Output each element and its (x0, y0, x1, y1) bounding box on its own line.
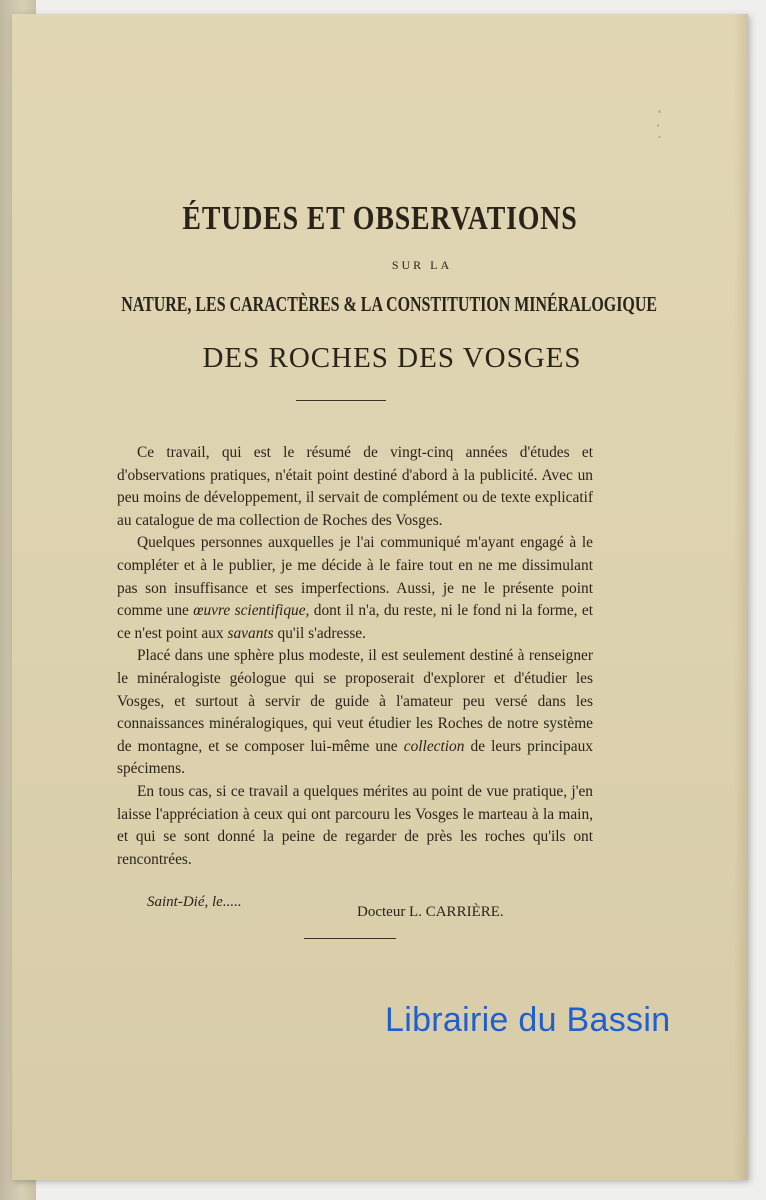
title-line-4: DES ROCHES DES VOSGES (202, 342, 582, 374)
paragraph-3-text: Placé dans une sphère plus modeste, il est seulement destiné à renseigner le minéralogiste géologue qui se proposerait d'explorer et d'étudier les Vosges, et surtout à servir de guide à l'amateur peu versé dans les connaissances minéralogiques, qui veut étudier les Roches de notre système de montagne, et se composer lui-même une (117, 647, 593, 755)
paragraph-3 (117, 645, 593, 781)
preface-text (117, 442, 593, 871)
title-line-3: NATURE, LES CARACTÈRES & LA CONSTITUTION MINÉRALOGIQUE (121, 292, 658, 316)
paragraph-2-emphasis: œuvre scientifique, (193, 602, 310, 620)
paragraph-4: En tous cas, si ce travail a quelques mérites au point de vue pratique, j'en laisse l'appréciation à ceux qui ont parcouru les Vosges le marteau à la main, et qui se sont donné la peine de regarder de près les roches qu'ils ont rencontrées. (117, 782, 593, 868)
title-divider (296, 400, 386, 401)
paragraph-2 (117, 532, 593, 645)
paragraph-2-text: qu'il s'adresse. (273, 624, 366, 642)
foxing-spot (657, 124, 659, 127)
paragraph-3-text: de leurs principaux spécimens. (117, 737, 593, 778)
signature-name: Docteur L. CARRIÈRE. (357, 904, 504, 920)
title-line-1: ÉTUDES ET OBSERVATIONS (182, 200, 578, 237)
paragraph-3-emphasis: collection (403, 737, 465, 755)
paragraph-2-text: Quelques personnes auxquelles je l'ai communiqué m'ayant engagé à le compléter et à le publier, je me décide à le faire tout en ne me dissimulant pas son insuffisance et ses imperfections. Aussi, je ne le présente point comme une (117, 534, 593, 620)
page-shadow (734, 14, 748, 1180)
foxing-spot (658, 136, 661, 138)
watermark-text: Librairie du Bassin (385, 1001, 671, 1039)
foxing-spot (658, 110, 661, 113)
paragraph-1: Ce travail, qui est le résumé de vingt-cinq années d'études et d'observations pratiques, n'était point destiné d'abord à la publicité. Avec un peu moins de développement, il servait de complément ou de texte explicatif au catalogue de ma collection de Roches des Vosges. (117, 444, 593, 529)
paragraph-2-text: dont il n'a, du reste, ni le fond ni la forme, et ce n'est point aux (117, 602, 593, 642)
end-divider (304, 938, 396, 939)
title-line-2: SUR LA (391, 258, 453, 272)
paragraph-2-emphasis: savants (227, 624, 274, 642)
signature-place: Saint-Dié, le..... (147, 894, 242, 910)
